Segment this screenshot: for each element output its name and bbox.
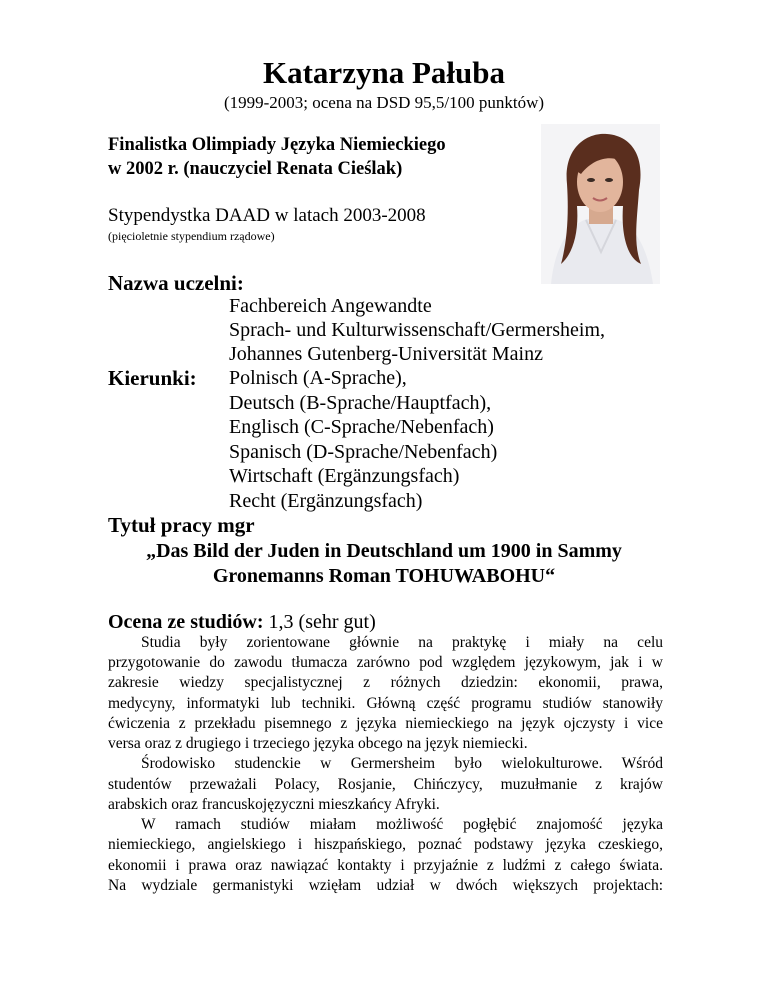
university-line: Sprach- und Kulturwissenschaft/Germersheim, (229, 319, 606, 341)
subtitle: (1999-2003; ocena na DSD 95,5/100 punktów) (223, 93, 545, 112)
body-line: Środowisko studenckie w Germersheim było wielokulturowe. Wśród (141, 755, 663, 772)
university-line: Fachbereich Angewandte (229, 295, 432, 317)
majors-label: Kierunki: (108, 366, 197, 390)
body-line: arabskich oraz francuskojęzyczni mieszkańcy Afryki. (108, 796, 440, 813)
grade-value: 1,3 (sehr gut) (263, 611, 376, 633)
major-item: Deutsch (B-Sprache/Hauptfach), (229, 392, 492, 414)
grade-label: Ocena ze studiów: (108, 611, 264, 633)
body-line: niemieckiego, angielskiego i hiszpańskiego, poznać podstawy języka czeskiego, (108, 836, 663, 853)
finalist-line-2: w 2002 r. (nauczyciel Renata Cieślak) (108, 159, 403, 179)
thesis-title-line-2: Gronemanns Roman TOHUWABOHU“ (212, 565, 556, 587)
finalist-line-1: Finalistka Olimpiady Języka Niemieckiego (108, 135, 446, 155)
body-line: ćwiczenia z przekładu pisemnego z języka niemieckiego na język ojczysty i vice (108, 715, 663, 732)
major-item: Recht (Ergänzungsfach) (229, 490, 423, 512)
person-name: Katarzyna Pałuba (263, 55, 505, 90)
body-line: medycyny, informatyki lub techniki. Główną część programu studiów stanowiły (108, 695, 663, 712)
major-item: Englisch (C-Sprache/Nebenfach) (229, 416, 494, 438)
scholarship-note: (pięcioletnie stypendium rządowe) (108, 229, 275, 243)
body-line: ekonomii i prawa oraz nawiązać kontakty i przyjaźnie z ludźmi z całego świata. (108, 857, 663, 874)
major-item: Spanisch (D-Sprache/Nebenfach) (229, 441, 498, 463)
portrait-photo (541, 124, 660, 284)
thesis-title-line-1: „Das Bild der Juden in Deutschland um 1900 in Sammy (146, 540, 622, 562)
major-item: Polnisch (A-Sprache), (229, 367, 407, 389)
body-line: zakresie wiedzy specjalistycznej z różnych dziedzin: ekonomii, prawa, (108, 674, 663, 691)
body-line: przygotowanie do zawodu tłumacza zarówno pod względem językowym, jak i w (108, 654, 663, 671)
body-line: W ramach studiów miałam możliwość pogłębić znajomość języka (141, 816, 663, 833)
thesis-label: Tytuł pracy mgr (108, 513, 255, 537)
scholarship-text: Stypendystka DAAD w latach 2003-2008 (108, 205, 426, 226)
body-line: versa oraz z drugiego i trzeciego języka obcego na język niemiecki. (108, 735, 528, 752)
body-line: Studia były zorientowane głównie na praktykę i miały na celu (141, 634, 663, 651)
university-line: Johannes Gutenberg-Universität Mainz (229, 343, 543, 365)
university-label: Nazwa uczelni: (108, 271, 244, 295)
body-line: Na wydziale germanistyki wzięłam udział w dwóch większych projektach: (108, 877, 663, 894)
major-item: Wirtschaft (Ergänzungsfach) (229, 465, 460, 487)
grade-line (108, 609, 376, 635)
body-line: studentów przeważali Polacy, Rosjanie, Chińczycy, muzułmanie z krajów (108, 776, 663, 793)
